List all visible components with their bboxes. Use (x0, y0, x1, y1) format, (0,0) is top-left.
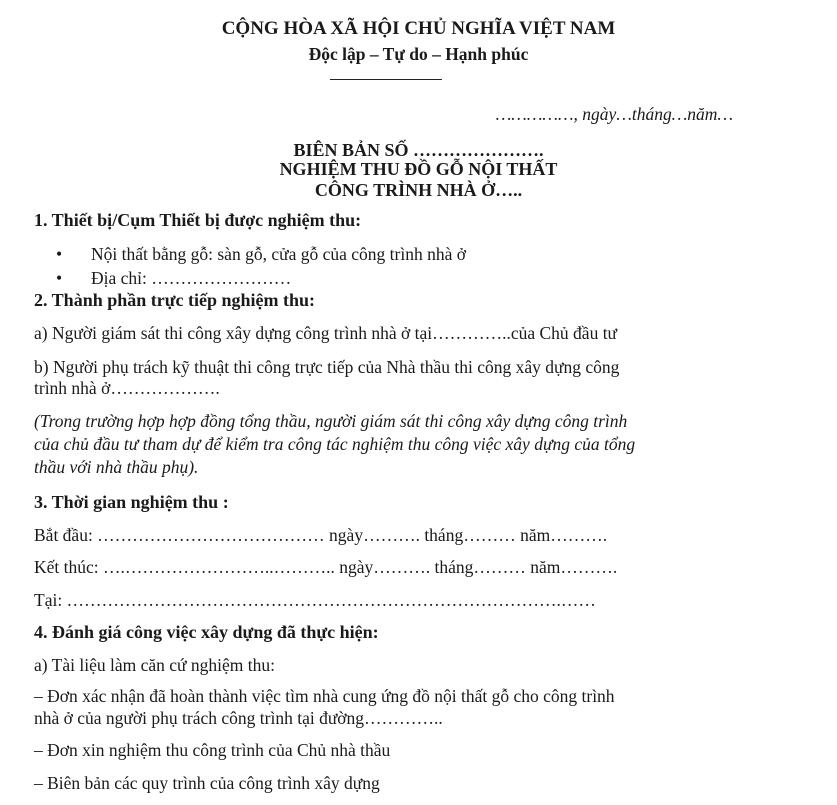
section2-note-line3: thầu với nhà thầu phụ). (34, 457, 199, 477)
section4-heading: 4. Đánh giá công việc xây dựng đã thực hiện: (34, 622, 379, 642)
motto: Độc lập – Tự do – Hạnh phúc (308, 44, 529, 64)
end-time: Kết thúc: ….……………………..……….. ngày………. tháng……… năm………. (34, 557, 618, 577)
bullet-icon: • (56, 268, 63, 288)
section2-item-b-line2: trình nhà ở………………. (34, 378, 220, 398)
date-line: ……………, ngày…tháng…năm… (495, 104, 733, 124)
section2-note-line1: (Trong trường hợp hợp đồng tổng thầu, người giám sát thi công xây dựng công trình (34, 411, 628, 431)
list-item-text: Địa chỉ: …………………… (91, 268, 292, 288)
bullet-icon: • (56, 244, 63, 264)
section4-item-a: a) Tài liệu làm căn cứ nghiệm thu: (34, 655, 275, 675)
header-divider (330, 79, 442, 80)
section4-doc-3: – Biên bản các quy trình của công trình xây dựng (34, 773, 380, 793)
section2-item-b-line1: b) Người phụ trách kỹ thuật thi công trực tiếp của Nhà thầu thi công xây dựng công (34, 357, 620, 377)
section4-doc-1-line2: nhà ở của người phụ trách công trình tại đường………….. (34, 708, 443, 728)
list-item (56, 268, 291, 289)
report-number: BIÊN BẢN SỐ …………………. (293, 140, 544, 160)
location: Tại: ………………………………………………………………………….…… (34, 590, 596, 610)
report-subtitle: CÔNG TRÌNH NHÀ Ở….. (314, 180, 523, 200)
section4-doc-2: – Đơn xin nghiệm thu công trình của Chủ nhà thầu (34, 740, 391, 760)
section3-heading: 3. Thời gian nghiệm thu : (34, 492, 229, 512)
nation-title: CỘNG HÒA XÃ HỘI CHỦ NGHĨA VIỆT NAM (221, 18, 616, 39)
start-time: Bắt đầu: ………………………………… ngày………. tháng……… năm………. (34, 525, 608, 545)
report-title: NGHIỆM THU ĐỒ GỖ NỘI THẤT (279, 159, 558, 179)
section2-item-a: a) Người giám sát thi công xây dựng công trình nhà ở tại…………..của Chủ đầu tư (34, 323, 618, 343)
section4-doc-1-line1: – Đơn xác nhận đã hoàn thành việc tìm nhà cung ứng đồ nội thất gỗ cho công trình (34, 686, 615, 706)
section2-heading: 2. Thành phần trực tiếp nghiệm thu: (34, 290, 316, 310)
section1-heading: 1. Thiết bị/Cụm Thiết bị được nghiệm thu: (34, 210, 362, 230)
list-item-text: Nội thất bằng gỗ: sàn gỗ, cửa gỗ của công trình nhà ở (91, 244, 466, 264)
section2-note-line2: của chủ đầu tư tham dự để kiểm tra công tác nghiệm thu công việc xây dựng của tổng (34, 434, 636, 454)
list-item (56, 244, 466, 265)
